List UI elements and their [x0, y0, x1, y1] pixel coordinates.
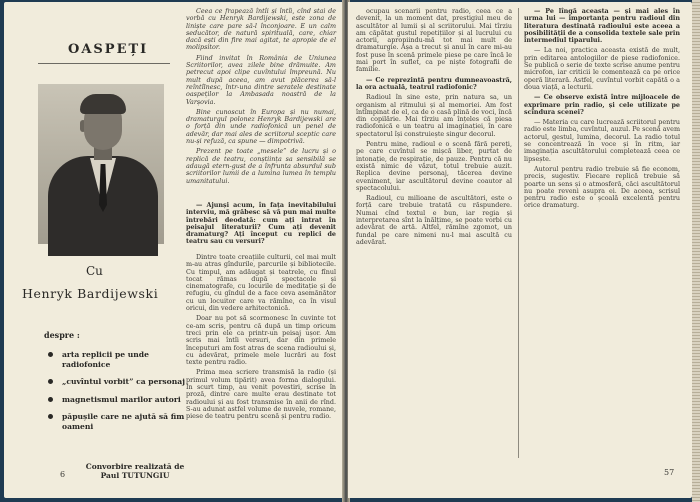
topic-item: arta replicii pe unde radiofonice — [48, 350, 192, 369]
bullet-icon — [48, 352, 53, 357]
bullet-icon — [48, 379, 53, 384]
body-paragraph: Autorul pentru radio trebuie să fie econom, precis, sugestiv. Fiecare replică trebuie să poarte un sens și o atmosferă, căci ascultătorul nu poate reveni asupra ei. De aceea, scrisul pentru radio este o școală excelentă pentru orice dramaturg. — [524, 164, 680, 210]
right-column-1 — [356, 8, 512, 458]
interview-credit: Convorbire realizată de Paul TUTUNGIU — [85, 462, 185, 480]
byline-name: Henryk Bardijewski — [22, 286, 159, 301]
bullet-icon — [48, 414, 53, 419]
topic-item: „cuvîntul vorbit” ca personaj — [48, 377, 192, 387]
right-page — [348, 2, 692, 498]
question-text: — Ce reprezintă pentru dumneavoastră, la ora actuală, teatrul radiofonic? — [356, 75, 512, 91]
column-divider — [518, 8, 519, 458]
intro-paragraph: Fiind invitat în România de Uniunea Scriitorilor, avea zilele bine drămuite. Am petrecut apoi clipe cuvîntului împreună. Nu mult după aceea, am avut plăcerea să-l reîntîlnesc, într-una dintre seratele destinate oaspeților la Ambasada noastră de la Varșovia. — [186, 53, 336, 106]
byline-cu: Cu — [86, 264, 103, 278]
section-title: OASPEȚI — [68, 42, 149, 57]
body-paragraph: Radioul, cu milioane de ascultători, este o forță care trebuie tratată cu răspundere. Numai cînd textul e bun, iar regia și interpretarea sînt la înălțime, se poate vorbi cu adevărat de artă. Altfel, rămîne zgomot, un fundal pe care nimeni nu-l mai ascultă cu adevărat. — [356, 194, 512, 246]
topic-item: păpușile care ne ajută să fim oameni — [48, 412, 192, 431]
body-paragraph: ocupau scenarii pentru radio, ceea ce a devenit, la un moment dat, prestigiul meu de ascultător al lumii și al scriitorului. Mai tîrziu am căpătat gustul repetițiilor și al lucrului cu actorii, apropiindu-mă tot mai mult de dramaturgie. Așa a trecut și anul în care mi-au fost puse în scenă primele piese pe care încă le mai port în suflet, ca pe niște fotografii de familie. — [356, 7, 512, 74]
topic-item: magnetismul marilor autori — [48, 395, 192, 405]
bullet-icon — [48, 397, 53, 402]
photo-hair — [80, 94, 126, 114]
left-intro-column — [186, 7, 336, 185]
question-text: — Ce observe există între mijloacele de exprimare prin radio, și cele utilizate pe scîndura scenei? — [524, 93, 680, 116]
body-paragraph: — La noi, practica aceasta există de mult, prin editarea antologiilor de piese radiofonice. Se publică o serie de texte scrise anume pentru microfon, iar criticii le comentează ca pe orice operă literară. Astfel, cuvîntul vorbit capătă o a doua viață, a lecturii. — [524, 46, 680, 91]
question-text: — Ajunși acum, în fața inevitabilului interviu, mă grăbesc să vă pun mai multe întrebări deodată: cum ați intrat în peisajul literaturii? Cum ați devenit dramaturg? Ați început cu replici de teatru sau cu versuri? — [186, 201, 336, 246]
answer-paragraph: Dintre toate creațiile culturii, cel mai mult m-au atras gîndurile, parcurile și bibliotecile. Cu timpul, am adăugat și teatrele, cu fînul tocat rămas după spectacole și cinematografe, cu locurile de meditație și de refugiu, cu gîndul de a face ceva asemănător cu un locuitor care va rămîne, ca în visul oricui, din vedere arhitectonică. — [186, 253, 336, 313]
left-question — [186, 202, 336, 244]
left-page — [4, 2, 344, 498]
page-number-right: 57 — [664, 468, 675, 477]
topic-list — [48, 350, 192, 439]
left-answer-column — [186, 254, 336, 492]
intro-paragraph: Prezent pe toate „mesele” de lucru și o replică de teatru, conștiința sa sensibilă se adaugă etern-gust de a înfrunta absurdul sub scriitorilor lumii de a lumina lumea în templu umanitatului. — [186, 147, 336, 185]
answer-paragraph: Doar nu pot să scormonesc în cuvinte tot ce-am scris, pentru că după un timp oricum treci prin ele ca printr-un peisaj ușor. Am scris mai întîi versuri, dar din primele începuturi am fost atras de scena radioului și, cu adevărat, primele mele lucrări au fost texte pentru radio. — [186, 314, 336, 367]
question-text: — Pe lîngă aceasta — și mai ales în urma lui — importanța pentru radioul din literatura destinată radioului este aceea a posibilității de a consolida textele sale prin intermediul tiparului. — [524, 7, 680, 45]
body-paragraph: — Materia cu care lucrează scriitorul pentru radio este limba, cuvîntul, auzul. Pe scenă avem actorul, gestul, lumina, decorul. La radio totul se concentrează în voce și în ritm, iar imaginația ascultătorului completează ceea ce lipsește. — [524, 118, 680, 163]
page-edges — [692, 0, 700, 502]
body-paragraph: Pentru mine, radioul e o scenă fără pereți, pe care cuvîntul se mișcă liber, purtat de intonație, de respirație, de pauze. Pentru că nu există nimic de văzut, totul trebuie auzit. Replica devine personaj, tăcerea devine eveniment, iar ascultătorul devine coautor al spectacolului. — [356, 140, 512, 192]
intro-paragraph: Bine cunoscut în Europa și nu numai, dramaturgul polonez Henryk Bardijewski are o forță din unde radiofonică un penel de adevăr, dar mai ales de scriitorul sceptic care nu-și refuză, ca spune — dimpotrivă. — [186, 107, 336, 146]
right-column-2 — [524, 8, 680, 458]
body-paragraph: Radioul în sine este, prin natura sa, un organism al ritmului și al memoriei. Am fost întîmpinat de el, ca de o casă plină de voci, încă din copilărie. Mai tîrziu am înțeles că piesa radiofonică e un teatru al imaginației, în care spectatorul își construiește singur decorul. — [356, 93, 512, 138]
author-photo — [38, 84, 164, 244]
despre-label: despre : — [44, 330, 80, 340]
page-number-left: 6 — [60, 470, 66, 479]
title-underline — [38, 63, 170, 64]
intro-paragraph: Ceea ce frapează întîi și întîi, cînd stai de vorbă cu Henryk Bardijewski, este zona de liniște care pare să-l înconjoare. E un calm seducător, de natură spirituală, care, chiar dacă ești din fire mai agitat, te apropie de el molipsitor. — [186, 7, 336, 52]
answer-paragraph: Prima mea scriere transmisă la radio (și primul volum tipărit) avea forma dialogului. În scurt timp, au venit povestiri, scrise în proză, dintre care multe erau destinate tot radioului și au fost transmise în anii de rînd. S-au adunat astfel volume de nuvele, romane, piese de teatru pentru scenă și pentru radio. — [186, 368, 336, 421]
